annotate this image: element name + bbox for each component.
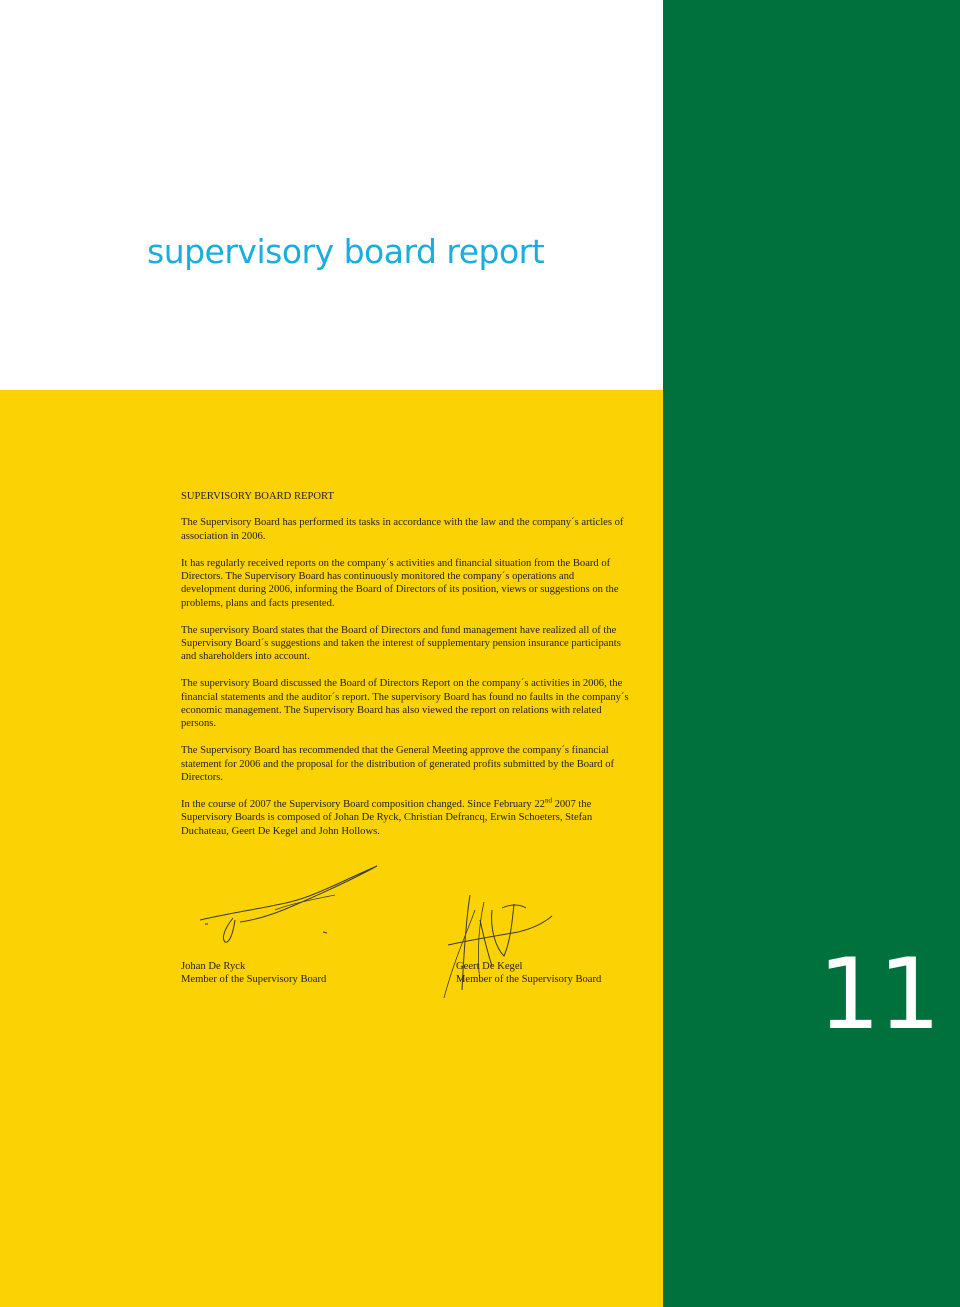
composition-text-end: 2007 the Supervisory Boards is composed of Johan De Ryck, Christian Defrancq, Erwin Schoeters, Stefan Duchateau, Geert De Kegel and John Hollows. xyxy=(181,798,593,837)
signatory-role: Member of the Supervisory Board xyxy=(181,974,327,986)
page-header-area xyxy=(0,0,663,390)
signatory-role: Member of the Supervisory Board xyxy=(456,974,602,986)
report-body xyxy=(181,490,631,851)
signatory-name: Geert De Kegel xyxy=(456,961,523,972)
report-paragraph: It has regularly received reports on the company´s activities and financial situation from the Board of Directors. The Supervisory Board has continuously monitored the company´s operations and development during 2006, informing the Board of Directors of its position, views or suggestions on the problems, plans and facts presented. xyxy=(181,557,619,609)
side-panel xyxy=(663,0,960,1307)
report-paragraph: The supervisory Board states that the Board of Directors and fund management have realized all of the Supervisory Board´s suggestions and taken the interest of supplementary pension insurance participants and shareholders into account. xyxy=(181,624,621,663)
report-paragraph: The supervisory Board discussed the Board of Directors Report on the company´s activities in 2006, the financial statements and the auditor´s report. The supervisory Board has found no faults in the company´s economic management. The Supervisory Board has also viewed the report on relations with related persons. xyxy=(181,678,629,730)
report-paragraph: The Supervisory Board has performed its tasks in accordance with the law and the company´s articles of association in 2006. xyxy=(181,517,624,542)
signatory-block xyxy=(456,960,601,987)
signature-geert-de-kegel xyxy=(440,890,565,1005)
report-heading: SUPERVISORY BOARD REPORT xyxy=(181,491,334,502)
signatory-block xyxy=(181,960,326,987)
report-paragraph: The Supervisory Board has recommended that the General Meeting approve the company´s financial statement for 2006 and the proposal for the distribution of generated profits submitted by the Board of Directors. xyxy=(181,745,615,784)
composition-paragraph xyxy=(181,798,631,838)
page-number: 11 xyxy=(818,938,939,1052)
composition-text-start: In the course of 2007 the Supervisory Board composition changed. Since February 22 xyxy=(181,798,545,810)
signatory-name: Johan De Ryck xyxy=(181,961,246,972)
signature-johan-de-ryck xyxy=(195,860,385,945)
composition-superscript: nd xyxy=(544,796,552,805)
page-title: supervisory board report xyxy=(147,232,545,271)
